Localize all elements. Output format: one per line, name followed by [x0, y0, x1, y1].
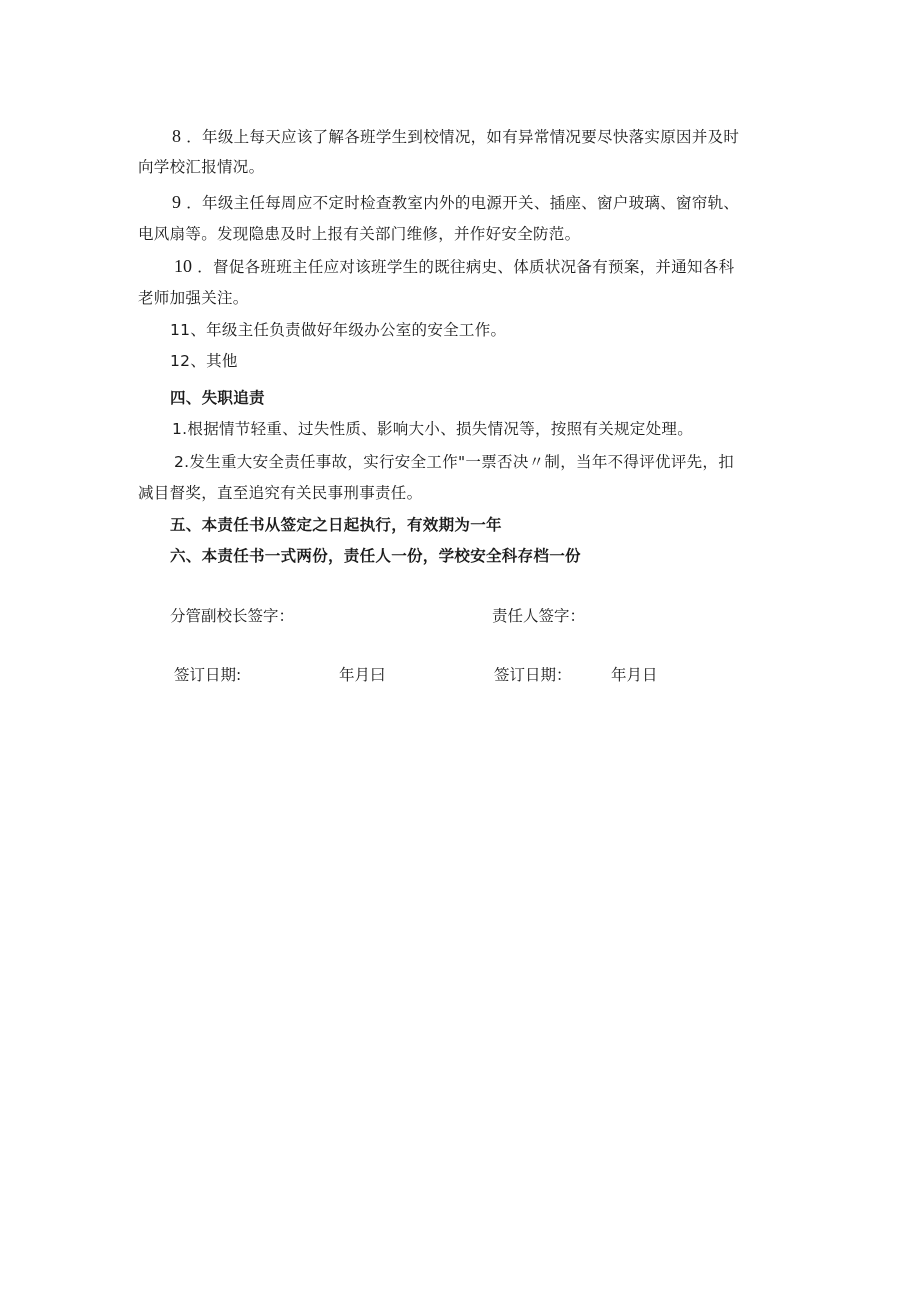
item-9-line-1 [172, 192, 739, 213]
left-sign-date-label: 签订日期: [174, 666, 242, 684]
left-sign-date-value: 年月曰 [339, 666, 386, 684]
right-sign-date-value: 年月日 [611, 666, 658, 684]
section-5: 五、本责任书从签定之日起执行，有效期为一年 [170, 516, 502, 534]
item-8-number: 8 [172, 126, 181, 146]
item-10-line-1 [174, 256, 734, 277]
item-10-number: 10 [174, 256, 192, 276]
item-10-line-2: 老师加强关注。 [138, 289, 249, 307]
item-9-line-2: 电风扇等。发现隐患及时上报有关部门维修，并作好安全防范。 [138, 225, 581, 243]
section-6: 六、本责任书一式两份，责任人一份，学校安全科存档一份 [170, 547, 581, 565]
item-8-line-1 [172, 126, 739, 147]
right-sign-date-label: 签订日期： [494, 666, 572, 684]
section-4-paragraph-2-line-1: 2.发生重大安全责任事故，实行安全工作"一票否决〃制，当年不得评优评先，扣 [174, 453, 735, 471]
item-12: 12、其他 [170, 352, 238, 370]
section-4-paragraph-2-line-2: 减目督奖，直至追究有关民事刑事责任。 [138, 484, 423, 502]
item-10-text: ．督促各班班主任应对该班学生的既往病史、体质状况备有预案，并通知各科 [192, 258, 735, 276]
section-4-paragraph-1: 1.根据情节轻重、过失性质、影响大小、损失情况等，按照有关规定处理。 [172, 420, 693, 438]
item-9-number: 9 [172, 192, 181, 212]
item-11: 11、年级主任负责做好年级办公室的安全工作。 [170, 321, 507, 339]
item-8-line-2: 向学校汇报情况。 [138, 158, 265, 176]
vice-principal-signature-label: 分管副校长签字： [170, 607, 295, 625]
section-4-heading: 四、失职追责 [170, 389, 265, 407]
responsible-person-signature-label: 责任人签字： [492, 607, 586, 625]
item-9-text: ．年级主任每周应不定时检查教室内外的电源开关、插座、窗户玻璃、窗帘轨、 [181, 194, 740, 212]
item-8-text: ．年级上每天应该了解各班学生到校情况，如有异常情况要尽快落实原因并及时 [181, 128, 740, 146]
